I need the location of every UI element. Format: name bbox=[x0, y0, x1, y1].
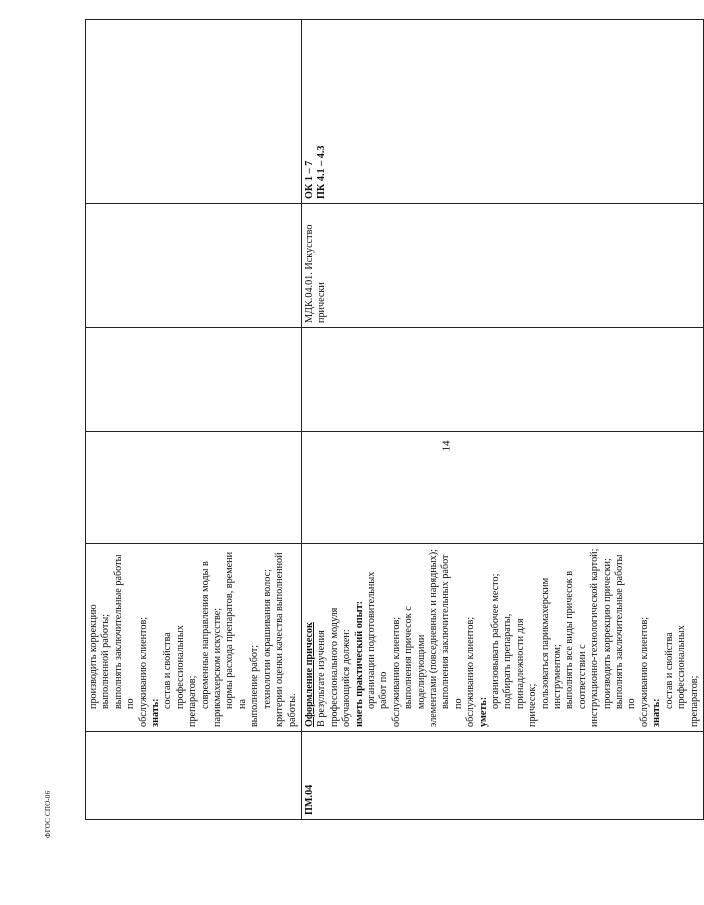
text-line: нормы расхода препаратов, времени на bbox=[224, 551, 248, 709]
text-line: знать: bbox=[150, 698, 162, 727]
text-line: обслуживанию клиентов; bbox=[390, 616, 402, 727]
text-line: современные направления моды в bbox=[199, 561, 211, 709]
empty-cell bbox=[86, 328, 302, 432]
discipline-cell-empty bbox=[86, 204, 302, 328]
competency-table-sheet bbox=[85, 20, 700, 820]
text-line: выполнять все виды причесок в соответствии с bbox=[564, 570, 588, 709]
text-line: критерии оценки качества выполненной работы. bbox=[274, 552, 298, 727]
code-cell-empty bbox=[86, 732, 302, 820]
text-line: парикмахерском искусстве; bbox=[212, 607, 224, 727]
text-line: уметь: bbox=[477, 696, 489, 727]
description-cell bbox=[86, 544, 302, 732]
description-text bbox=[304, 548, 701, 727]
module-code: ПМ.04 bbox=[301, 732, 703, 820]
description-cell bbox=[301, 544, 703, 732]
document-footer: ФГОС СПО-06 bbox=[44, 790, 52, 838]
text-line: В результате изучения профессионального модуля bbox=[316, 607, 340, 727]
text-line: производить коррекцию прически; bbox=[601, 558, 613, 709]
text-line: состав и свойства профессиональных bbox=[663, 625, 688, 709]
text-line: препаратов; bbox=[688, 675, 700, 727]
hours-cell-empty bbox=[301, 432, 703, 544]
description-text bbox=[88, 548, 299, 727]
mdk-title: МДК.04.01. Искусство прически bbox=[303, 224, 328, 323]
text-line: обслуживанию клиентов; bbox=[137, 616, 149, 727]
text-line: обучающийся должен: bbox=[341, 629, 353, 727]
text-line: пользоваться парикмахерским инструментом; bbox=[539, 577, 564, 709]
text-line: инструкционно-технологической картой; bbox=[589, 548, 601, 727]
text-line: организации подготовительных работ по bbox=[365, 571, 390, 709]
text-line: выполнять заключительные работы по bbox=[614, 554, 638, 709]
competency-table bbox=[85, 19, 704, 820]
text-line: причесок; bbox=[527, 683, 539, 727]
general-competencies: ОК 1 – 7 bbox=[303, 160, 315, 199]
professional-competencies: ПК 4.1 – 4.3 bbox=[316, 145, 328, 199]
text-line: выполнять заключительные работы по bbox=[112, 554, 137, 709]
competence-cell bbox=[301, 20, 703, 204]
text-line: производить коррекцию выполненной работы; bbox=[88, 604, 112, 709]
text-line: элементами (повседневных и нарядных); bbox=[427, 549, 439, 727]
table-row bbox=[86, 20, 302, 820]
text-line: Оформление причесок bbox=[303, 622, 315, 727]
text-line: иметь практический опыт: bbox=[353, 600, 365, 727]
text-line: препаратов; bbox=[187, 675, 199, 727]
table-row bbox=[301, 20, 703, 820]
text-line: выполнения заключительных работ по bbox=[440, 554, 464, 709]
competence-cell-empty bbox=[86, 20, 302, 204]
empty-cell bbox=[301, 328, 703, 432]
text-line: обслуживанию клиентов; bbox=[638, 616, 650, 727]
hours-cell-empty bbox=[86, 432, 302, 544]
text-line: состав и свойства профессиональных bbox=[162, 625, 186, 709]
text-line: знать: bbox=[651, 698, 663, 727]
text-line: обслуживанию клиентов; bbox=[465, 616, 477, 727]
text-line: выполнения причесок с моделирующими bbox=[403, 606, 427, 709]
text-line: подбирать препараты, принадлежности для bbox=[502, 613, 526, 709]
page-number: 14 bbox=[440, 440, 453, 452]
text-line: организовывать рабочее место; bbox=[490, 573, 501, 709]
text-line: технологии окрашивания волос; bbox=[261, 569, 273, 709]
discipline-cell bbox=[301, 204, 703, 328]
text-line: выполнение работ; bbox=[249, 644, 261, 727]
